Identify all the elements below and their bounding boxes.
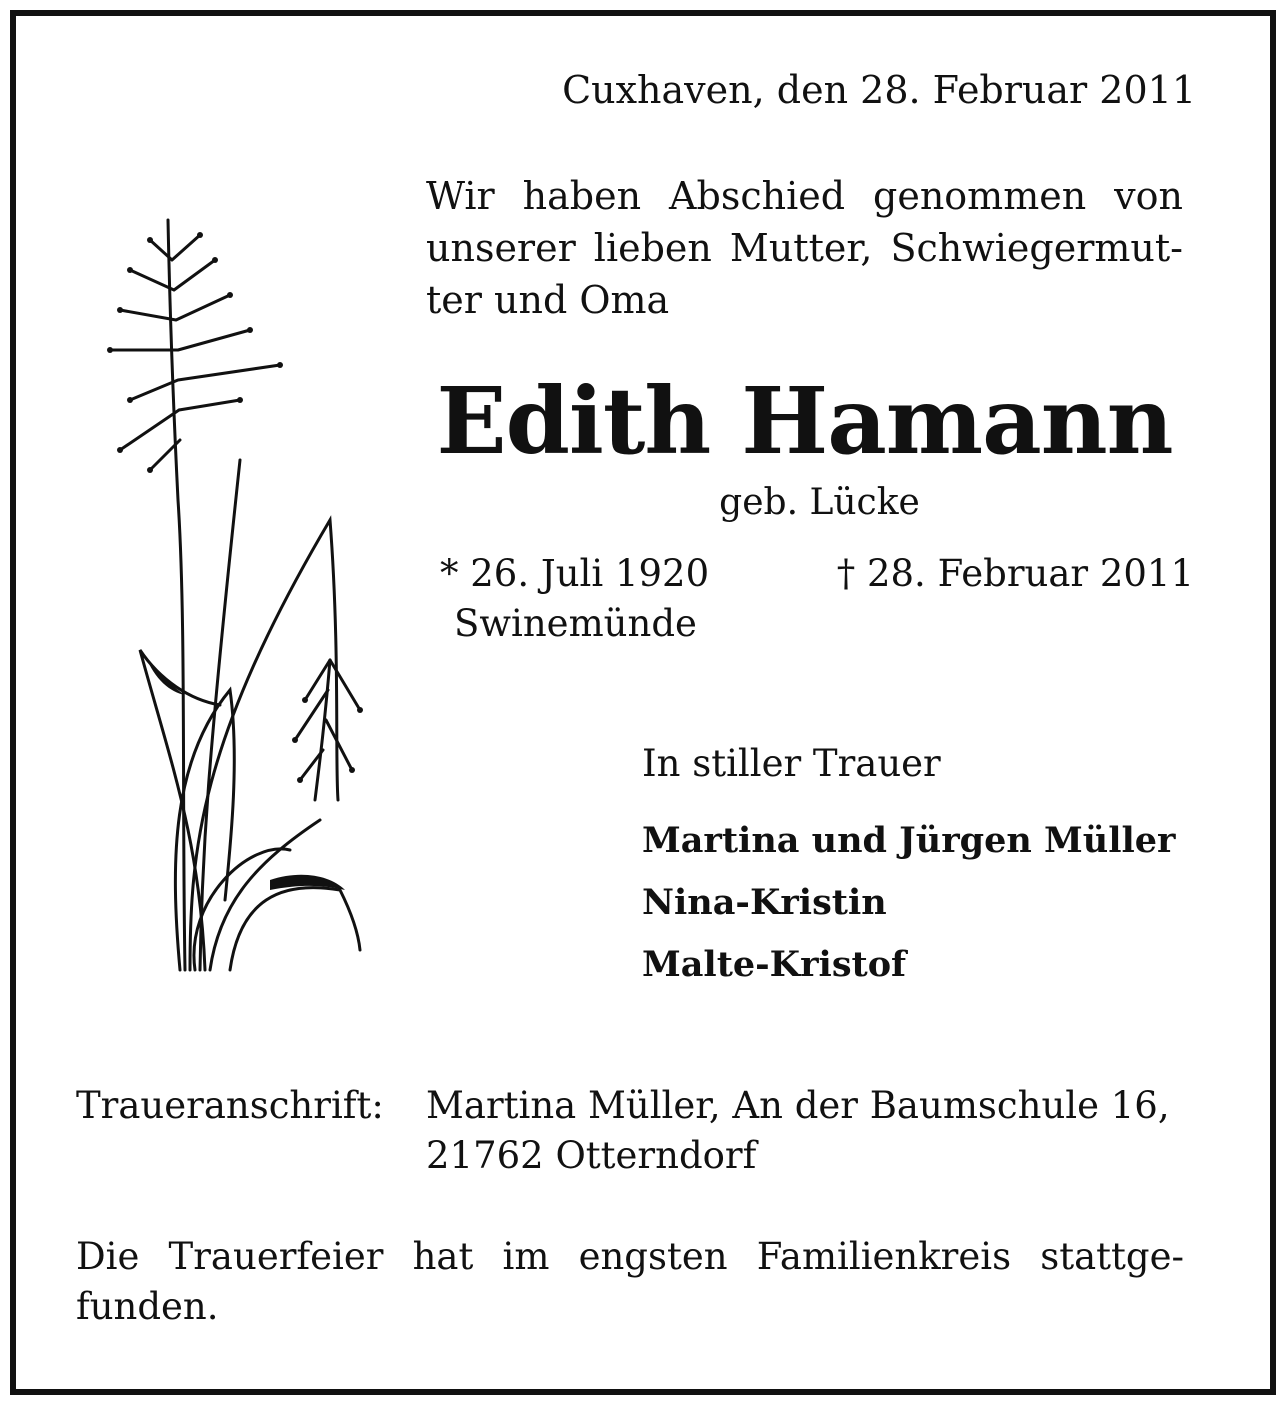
grass-plant-icon: [90, 200, 380, 990]
address-street: Martina Müller, An der Baumschule 16,: [426, 1084, 1170, 1127]
birth-place: Swinemünde: [454, 602, 697, 645]
address-label: Traueranschrift:: [76, 1084, 384, 1127]
birth-date: * 26. Juli 1920: [440, 552, 710, 595]
place-date: Cuxhaven, den 28. Februar 2011: [562, 68, 1196, 112]
family-member: Malte-Kristof: [642, 944, 907, 985]
family-member: Martina und Jürgen Müller: [642, 820, 1176, 861]
family-member: Nina-Kristin: [642, 882, 887, 923]
intro-line: ter und Oma: [426, 278, 670, 322]
birth-name: geb. Lücke: [719, 482, 920, 523]
intro-line: Wir haben Abschied genommen von: [426, 174, 1183, 218]
mourning-phrase: In stiller Trauer: [642, 742, 941, 785]
intro-text: [426, 170, 1183, 326]
address-city: 21762 Otterndorf: [426, 1134, 757, 1177]
intro-line: unserer lieben Mutter, Schwiegermut-: [426, 226, 1183, 270]
ceremony-note: [76, 1232, 1184, 1332]
ceremony-line: Die Trauerfeier hat im engsten Familienkreis stattge-: [76, 1235, 1184, 1278]
ceremony-line: funden.: [76, 1285, 219, 1328]
family-list: [642, 810, 1176, 996]
deceased-name: Edith Hamann: [436, 367, 1173, 475]
death-date: † 28. Februar 2011: [836, 552, 1194, 595]
